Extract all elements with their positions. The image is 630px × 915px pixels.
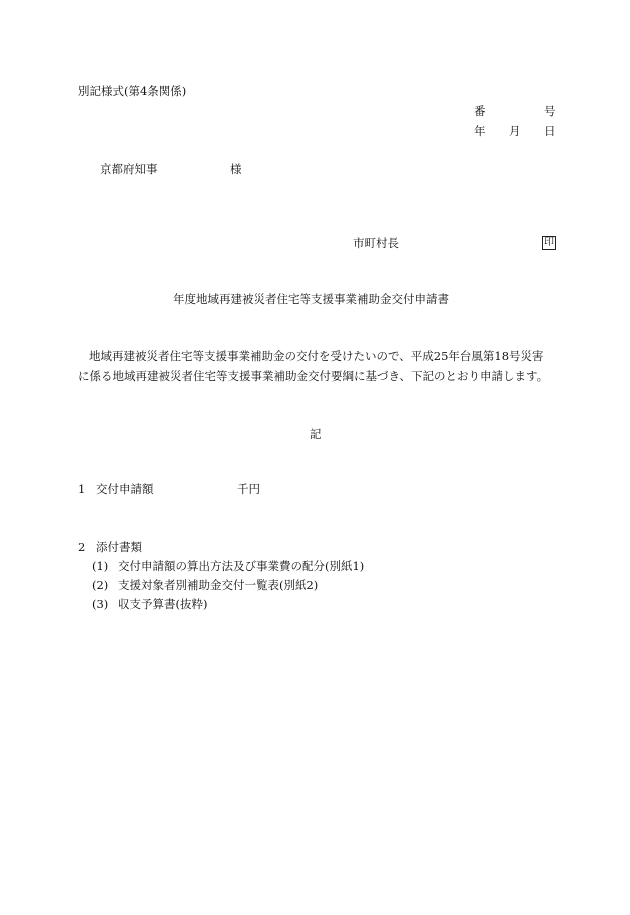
document-title: 年度地域再建被災者住宅等支援事業補助金交付申請書	[173, 292, 449, 306]
sender-title: 市町村長	[353, 236, 399, 250]
ki-heading: 記	[310, 427, 322, 441]
attachment-2-text: 支援対象者別補助金交付一覧表(別紙2)	[118, 578, 319, 592]
attachment-2-number: (2)	[92, 578, 109, 592]
number-label-ban: 番	[474, 104, 486, 118]
body-line-1: 地域再建被災者住宅等支援事業補助金の交付を受けたいので、平成25年台風第18号災害	[89, 349, 544, 363]
date-day-label: 日	[544, 124, 556, 138]
date-month-label: 月	[509, 124, 521, 138]
item2-label: 添付書類	[96, 540, 142, 554]
body-line-2: に係る地域再建被災者住宅等支援事業補助金交付要綱に基づき、下記のとおり申請します。	[78, 369, 549, 383]
date-year-label: 年	[474, 124, 486, 138]
number-label-gou: 号	[544, 104, 556, 118]
addressee-name: 京都府知事	[100, 162, 158, 176]
attachment-1-number: (1)	[92, 559, 109, 573]
item2-number: 2	[78, 540, 86, 554]
attachment-3-text: 収支予算書(抜粋)	[118, 597, 208, 611]
item1-unit: 千円	[237, 482, 260, 496]
attachment-3-number: (3)	[92, 597, 109, 611]
form-label: 別記様式(第4条関係)	[78, 84, 187, 98]
attachment-1-text: 交付申請額の算出方法及び事業費の配分(別紙1)	[118, 559, 365, 573]
item1-label: 交付申請額	[96, 482, 154, 496]
item1-number: 1	[78, 482, 86, 496]
addressee-honorific: 様	[230, 162, 242, 176]
seal-mark: 印	[544, 237, 554, 248]
